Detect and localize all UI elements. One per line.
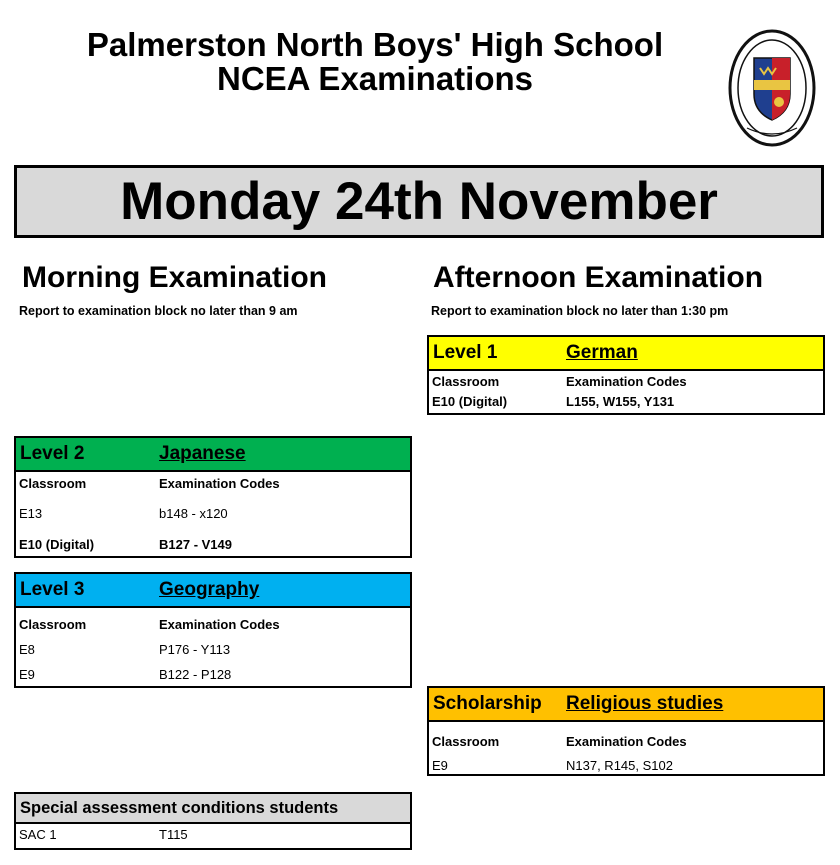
- col-classroom: Classroom: [19, 476, 87, 491]
- exam-card-scholarship-religious-studies: [427, 686, 825, 776]
- school-header: [0, 28, 750, 96]
- exam-codes-cell: B122 - P128: [159, 667, 232, 682]
- exam-card-level3-geography: [14, 572, 412, 688]
- classroom-cell: E9: [432, 758, 448, 773]
- exam-card-header: [16, 438, 410, 472]
- col-classroom: Classroom: [432, 734, 500, 749]
- table-row: [16, 528, 410, 558]
- exam-title: NCEA Examinations: [216, 60, 533, 97]
- exam-codes-cell: T115: [159, 827, 188, 842]
- exam-codes-cell: B127 - V149: [159, 537, 232, 552]
- exam-level: Level 2: [20, 443, 85, 464]
- exam-codes-cell: L155, W155, Y131: [566, 394, 675, 409]
- afternoon-title: Afternoon Examination: [433, 261, 764, 294]
- exam-level: Level 1: [433, 342, 498, 363]
- col-exam-codes: Examination Codes: [566, 734, 687, 749]
- special-assessment-card: [14, 792, 412, 850]
- column-header-row: [16, 608, 410, 634]
- classroom-cell: E9: [19, 667, 35, 682]
- exam-card-level2-japanese: [14, 436, 412, 558]
- morning-report-time: Report to examination block no later than 9 am: [19, 304, 298, 318]
- table-row: [429, 752, 823, 774]
- classroom-cell: E13: [19, 506, 43, 521]
- exam-subject: German: [566, 342, 638, 363]
- exam-card-header: [16, 574, 410, 608]
- exam-codes-cell: P176 - Y113: [159, 642, 231, 657]
- classroom-cell: E10 (Digital): [19, 537, 95, 552]
- col-exam-codes: Examination Codes: [159, 617, 280, 632]
- special-assessment-title: Special assessment conditions students: [20, 799, 339, 817]
- exam-codes-cell: b148 - x120: [159, 506, 228, 521]
- exam-card-header: [429, 688, 823, 722]
- exam-codes-cell: N137, R145, S102: [566, 758, 673, 773]
- column-header-row: [429, 371, 823, 392]
- classroom-cell: SAC 1: [19, 827, 57, 842]
- exam-subject: Geography: [159, 579, 260, 600]
- col-exam-codes: Examination Codes: [566, 374, 687, 389]
- exam-subject: Japanese: [159, 443, 246, 464]
- classroom-cell: E10 (Digital): [432, 394, 508, 409]
- special-assessment-header: [16, 794, 410, 824]
- table-row: [429, 392, 823, 414]
- school-name: Palmerston North Boys' High School: [86, 26, 664, 63]
- exam-level: Scholarship: [433, 693, 542, 714]
- col-classroom: Classroom: [19, 617, 87, 632]
- column-header-row: [429, 722, 823, 752]
- morning-title: Morning Examination: [22, 261, 328, 294]
- school-crest-logo: [727, 28, 817, 148]
- col-classroom: Classroom: [432, 374, 500, 389]
- exam-subject: Religious studies: [566, 693, 724, 714]
- table-row: [16, 498, 410, 528]
- date-banner: Monday 24th November: [14, 165, 824, 238]
- exam-card-header: [429, 337, 823, 371]
- afternoon-report-time: Report to examination block no later than 1:30 pm: [431, 304, 729, 318]
- col-exam-codes: Examination Codes: [159, 476, 280, 491]
- exam-card-level1-german: [427, 335, 825, 415]
- table-row: [16, 660, 410, 686]
- classroom-cell: E8: [19, 642, 35, 657]
- exam-level: Level 3: [20, 579, 85, 600]
- table-row: [16, 634, 410, 660]
- column-header-row: [16, 472, 410, 498]
- table-row: [16, 824, 410, 846]
